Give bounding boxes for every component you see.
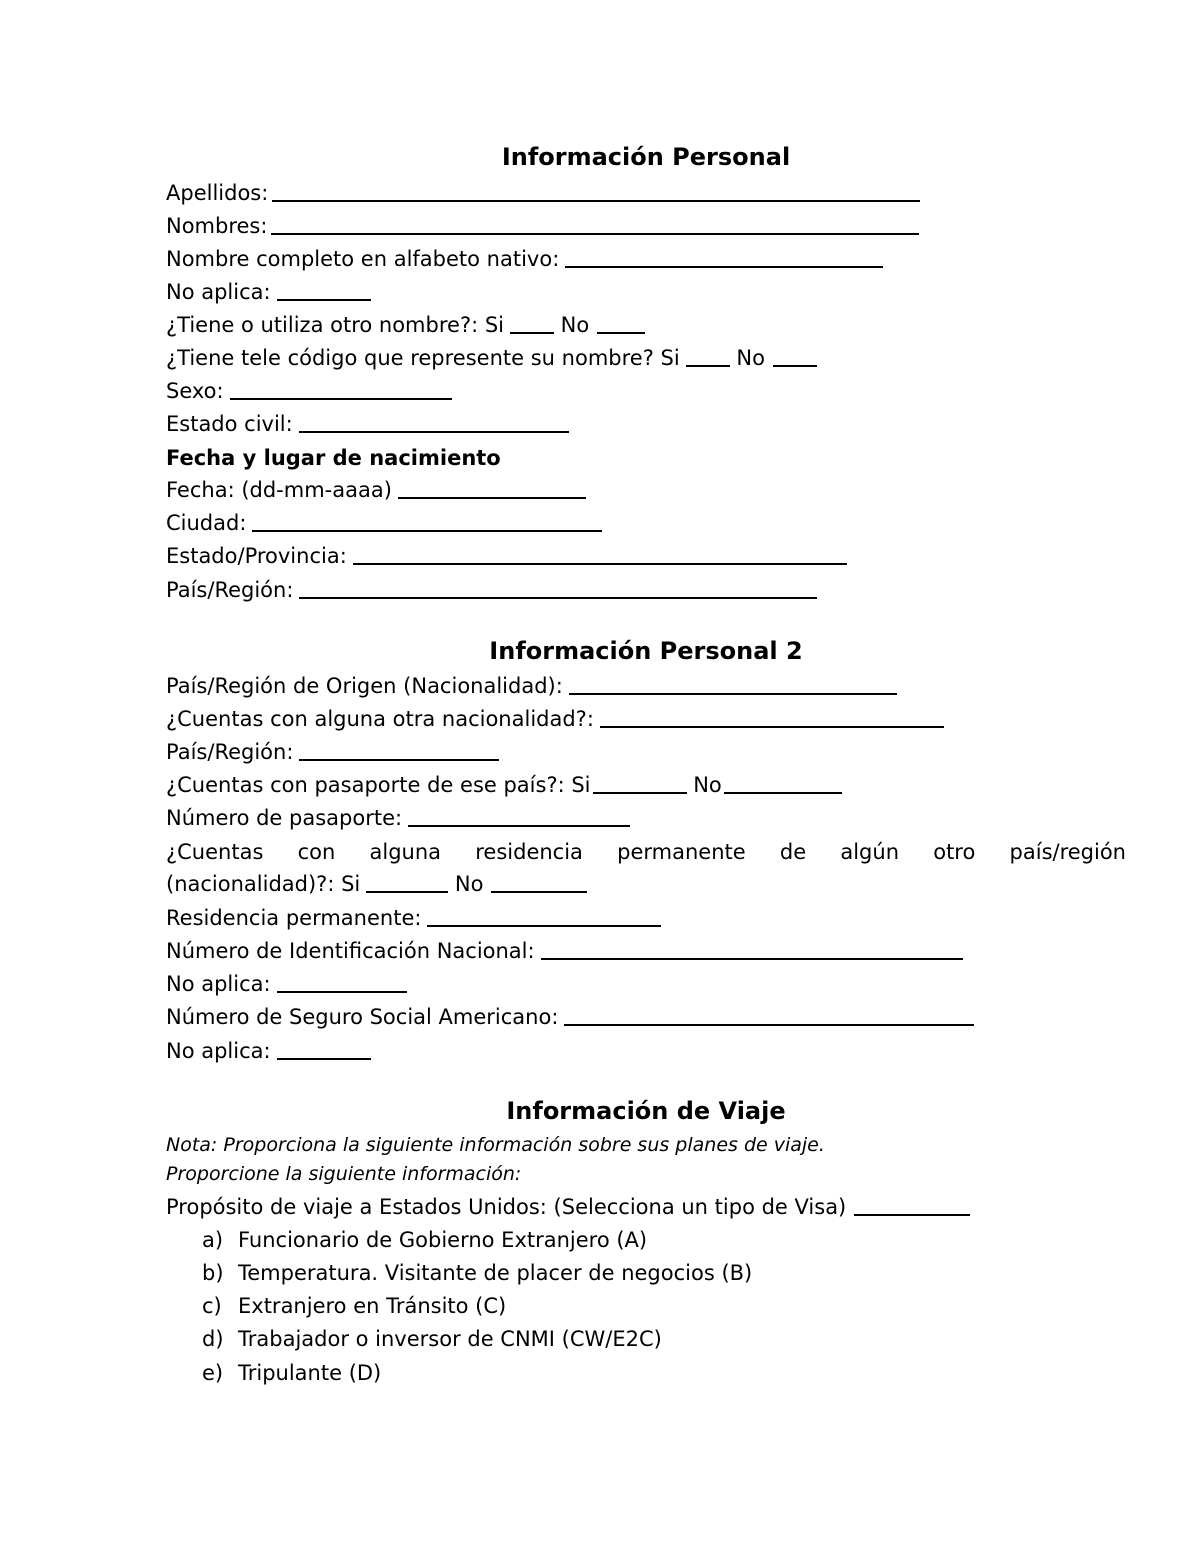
- section-title-personal-2: Información Personal 2: [489, 637, 803, 665]
- residencia-si-field[interactable]: [366, 871, 448, 893]
- residencia-pregunta-label: (nacionalidad)?: Si: [166, 872, 361, 896]
- pais-region-field[interactable]: [299, 577, 817, 599]
- no-aplica-field[interactable]: [277, 279, 371, 301]
- estado-civil-row: [166, 408, 569, 438]
- tele-codigo-no-field[interactable]: [773, 345, 817, 367]
- residencia-no-field[interactable]: [491, 871, 587, 893]
- pais-region-2-label: País/Región:: [166, 740, 294, 764]
- numero-pasaporte-label: Número de pasaporte:: [166, 806, 403, 830]
- visa-option-d-text: Trabajador o inversor de CNMI (CW/E2C): [238, 1327, 662, 1351]
- otra-nacionalidad-row: [166, 703, 944, 733]
- fecha-label: Fecha: (dd-mm-aaaa): [166, 478, 392, 502]
- residencia-no-label: No: [448, 872, 484, 896]
- sexo-row: [166, 375, 452, 405]
- pais-region-label: País/Región:: [166, 578, 294, 602]
- tele-codigo-si-field[interactable]: [686, 345, 730, 367]
- no-aplica-2-label: No aplica:: [166, 972, 271, 996]
- residencia-pregunta-row: [166, 868, 587, 898]
- fecha-row: [166, 474, 586, 504]
- id-nacional-label: Número de Identificación Nacional:: [166, 939, 535, 963]
- proposito-row: [166, 1191, 970, 1221]
- visa-option-b-letter: b): [202, 1261, 224, 1285]
- pais-origen-field[interactable]: [569, 673, 897, 695]
- id-nacional-field[interactable]: [541, 938, 963, 960]
- visa-option-d-letter: d): [202, 1327, 224, 1351]
- pais-region-2-row: [166, 736, 499, 766]
- no-aplica-3-field[interactable]: [277, 1038, 371, 1060]
- visa-option-d[interactable]: [202, 1325, 662, 1353]
- section-title-viaje: Información de Viaje: [506, 1097, 786, 1125]
- no-aplica-3-label: No aplica:: [166, 1039, 271, 1063]
- otro-nombre-no-label: No: [554, 313, 590, 337]
- residencia-permanente-label: Residencia permanente:: [166, 906, 422, 930]
- visa-option-c[interactable]: [202, 1292, 506, 1320]
- residencia-permanente-field[interactable]: [427, 905, 661, 927]
- pais-origen-row: [166, 670, 897, 700]
- otro-nombre-no-field[interactable]: [597, 312, 645, 334]
- visa-option-a[interactable]: [202, 1226, 647, 1254]
- seguro-social-row: [166, 1001, 974, 1031]
- pasaporte-pais-no-field[interactable]: [724, 772, 842, 794]
- nombre-nativo-field[interactable]: [565, 246, 883, 268]
- otro-nombre-si-field[interactable]: [510, 312, 554, 334]
- no-aplica-3-row: [166, 1035, 371, 1065]
- estado-civil-label: Estado civil:: [166, 412, 293, 436]
- proposito-label: Propósito de viaje a Estados Unidos: (Selecciona un tipo de Visa): [166, 1195, 847, 1219]
- visa-option-e-letter: e): [202, 1361, 224, 1385]
- nombre-nativo-row: [166, 243, 883, 273]
- visa-option-c-letter: c): [202, 1294, 222, 1318]
- viaje-sub-note: Proporcione la siguiente información:: [166, 1163, 522, 1185]
- id-nacional-row: [166, 935, 963, 965]
- apellidos-row: [166, 177, 920, 207]
- visa-option-b-text: Temperatura. Visitante de placer de negocios (B): [238, 1261, 753, 1285]
- otra-nacionalidad-field[interactable]: [600, 706, 944, 728]
- pasaporte-pais-label: ¿Cuentas con pasaporte de ese país?: Si: [166, 773, 591, 797]
- visa-option-a-text: Funcionario de Gobierno Extranjero (A): [238, 1228, 648, 1252]
- tele-codigo-row: [166, 342, 817, 372]
- estado-provincia-row: [166, 540, 847, 570]
- proposito-field[interactable]: [854, 1194, 970, 1216]
- no-aplica-2-row: [166, 968, 407, 998]
- tele-codigo-no-label: No: [729, 346, 765, 370]
- estado-provincia-label: Estado/Provincia:: [166, 544, 347, 568]
- pasaporte-pais-si-field[interactable]: [593, 772, 687, 794]
- nacimiento-heading: Fecha y lugar de nacimiento: [166, 446, 501, 470]
- visa-option-e[interactable]: [202, 1359, 381, 1387]
- numero-pasaporte-field[interactable]: [408, 805, 630, 827]
- nombres-row: [166, 210, 919, 240]
- seguro-social-field[interactable]: [564, 1004, 974, 1026]
- estado-civil-field[interactable]: [299, 411, 569, 433]
- residencia-pregunta-line: ¿Cuentas con alguna residencia permanente de algún otro país/región: [166, 840, 1126, 864]
- viaje-note: Nota: Proporciona la siguiente información sobre sus planes de viaje.: [166, 1134, 825, 1156]
- otra-nacionalidad-label: ¿Cuentas con alguna otra nacionalidad?:: [166, 707, 594, 731]
- sexo-label: Sexo:: [166, 379, 224, 403]
- visa-option-e-text: Tripulante (D): [238, 1361, 382, 1385]
- nombre-nativo-label: Nombre completo en alfabeto nativo:: [166, 247, 560, 271]
- fecha-field[interactable]: [398, 477, 586, 499]
- pais-region-row: [166, 574, 817, 604]
- seguro-social-label: Número de Seguro Social Americano:: [166, 1005, 559, 1029]
- tele-codigo-label: ¿Tiene tele código que represente su nombre? Si: [166, 346, 680, 370]
- sexo-field[interactable]: [230, 378, 452, 400]
- ciudad-row: [166, 507, 602, 537]
- visa-option-c-text: Extranjero en Tránsito (C): [238, 1294, 507, 1318]
- numero-pasaporte-row: [166, 802, 630, 832]
- nombres-label: Nombres:: [166, 214, 268, 238]
- apellidos-field[interactable]: [272, 180, 920, 202]
- nombres-field[interactable]: [271, 213, 919, 235]
- visa-option-a-letter: a): [202, 1228, 224, 1252]
- no-aplica-label: No aplica:: [166, 280, 271, 304]
- no-aplica-row: [166, 276, 371, 306]
- otro-nombre-row: [166, 309, 645, 339]
- no-aplica-2-field[interactable]: [277, 971, 407, 993]
- pais-origen-label: País/Región de Origen (Nacionalidad):: [166, 674, 563, 698]
- apellidos-label: Apellidos:: [166, 181, 269, 205]
- ciudad-field[interactable]: [252, 510, 602, 532]
- pais-region-2-field[interactable]: [299, 739, 499, 761]
- visa-option-b[interactable]: [202, 1259, 752, 1287]
- ciudad-label: Ciudad:: [166, 511, 247, 535]
- section-title-personal: Información Personal: [501, 143, 791, 171]
- pasaporte-pais-row: [166, 769, 842, 799]
- pasaporte-pais-no-label: No: [686, 773, 722, 797]
- residencia-permanente-row: [166, 902, 661, 932]
- estado-provincia-field[interactable]: [353, 543, 847, 565]
- otro-nombre-label: ¿Tiene o utiliza otro nombre?: Si: [166, 313, 504, 337]
